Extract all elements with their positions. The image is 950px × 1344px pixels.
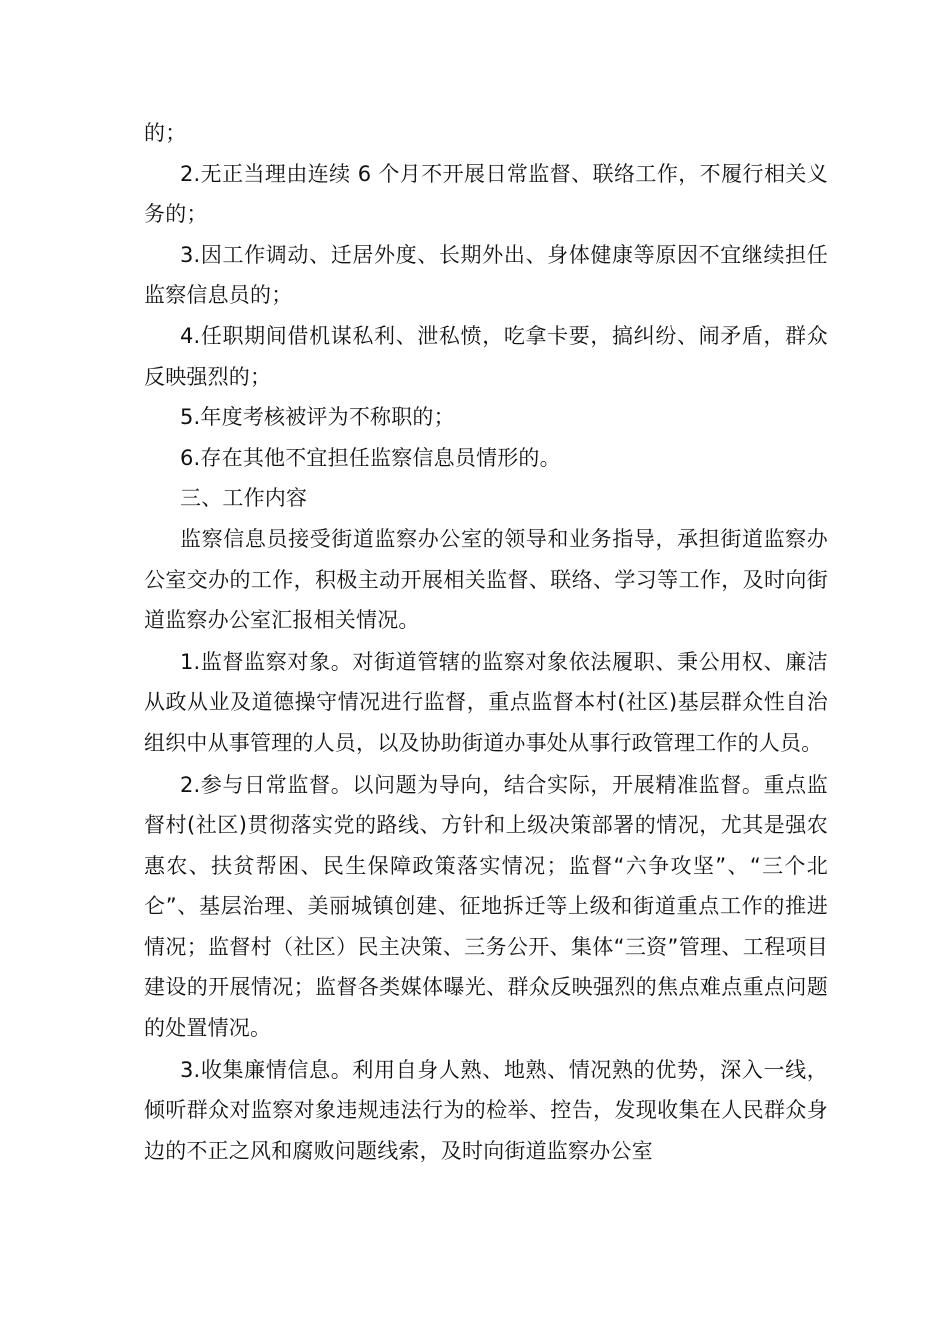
paragraph-duty-1: 1.监督监察对象。对街道管辖的监察对象依法履职、秉公用权、廉洁从政从业及道德操守情况进行监督，重点监督本村(社区)基层群众性自治组织中从事管理的人员，以及协助街道办事处从事行政管理工作的人员。 (144, 649, 828, 755)
paragraph-item-3: 3.因工作调动、迁居外度、长期外出、身体健康等原因不宜继续担任监察信息员的； (144, 242, 828, 308)
paragraph-intro: 监察信息员接受街道监察办公室的领导和业务指导，承担街道监察办公室交办的工作，积极主动开展相关监督、联络、学习等工作，及时向街道监察办公室汇报相关情况。 (144, 526, 828, 633)
paragraph-item-5: 5.年度考核被评为不称职的； (180, 405, 455, 430)
paragraph-continuation: 的； (144, 121, 187, 145)
section-heading: 三、工作内容 (180, 486, 308, 511)
paragraph-duty-2: 2.参与日常监督。以问题为导向，结合实际，开展精准监督。重点监督村(社区)贯彻落实党的路线、方针和上级决策部署的情况，尤其是强农惠农、扶贫帮困、民生保障政策落实情况；监督“六争攻坚”、“三个北仑”、基层治理、美丽城镇创建、征地拆迁等上级和街道重点工作的推进情况；监督村（社区）民主决策、三务公开、集体“三资”管理、工程项目建设的开展情况；监督各类媒体曝光、群众反映强烈的焦点难点重点问题的处置情况。 (144, 772, 828, 1041)
paragraph-item-2: 2.无正当理由连续 6 个月不开展日常监督、联络工作，不履行相关义务的； (144, 161, 828, 227)
paragraph-item-6: 6.存在其他不宜担任监察信息员情形的。 (180, 445, 561, 470)
paragraph-item-4: 4.任职期间借机谋私利、泄私愤，吃拿卡要，搞纠纷、闹矛盾，群众反映强烈的； (144, 323, 828, 389)
paragraph-duty-3: 3.收集廉情信息。利用自身人熟、地熟、情况熟的优势，深入一线，倾听群众对监察对象违规违法行为的检举、控告，发现收集在人民群众身边的不正之风和腐败问题线索，及时向街道监察办公室 (144, 1057, 828, 1163)
document-body (144, 113, 828, 1171)
